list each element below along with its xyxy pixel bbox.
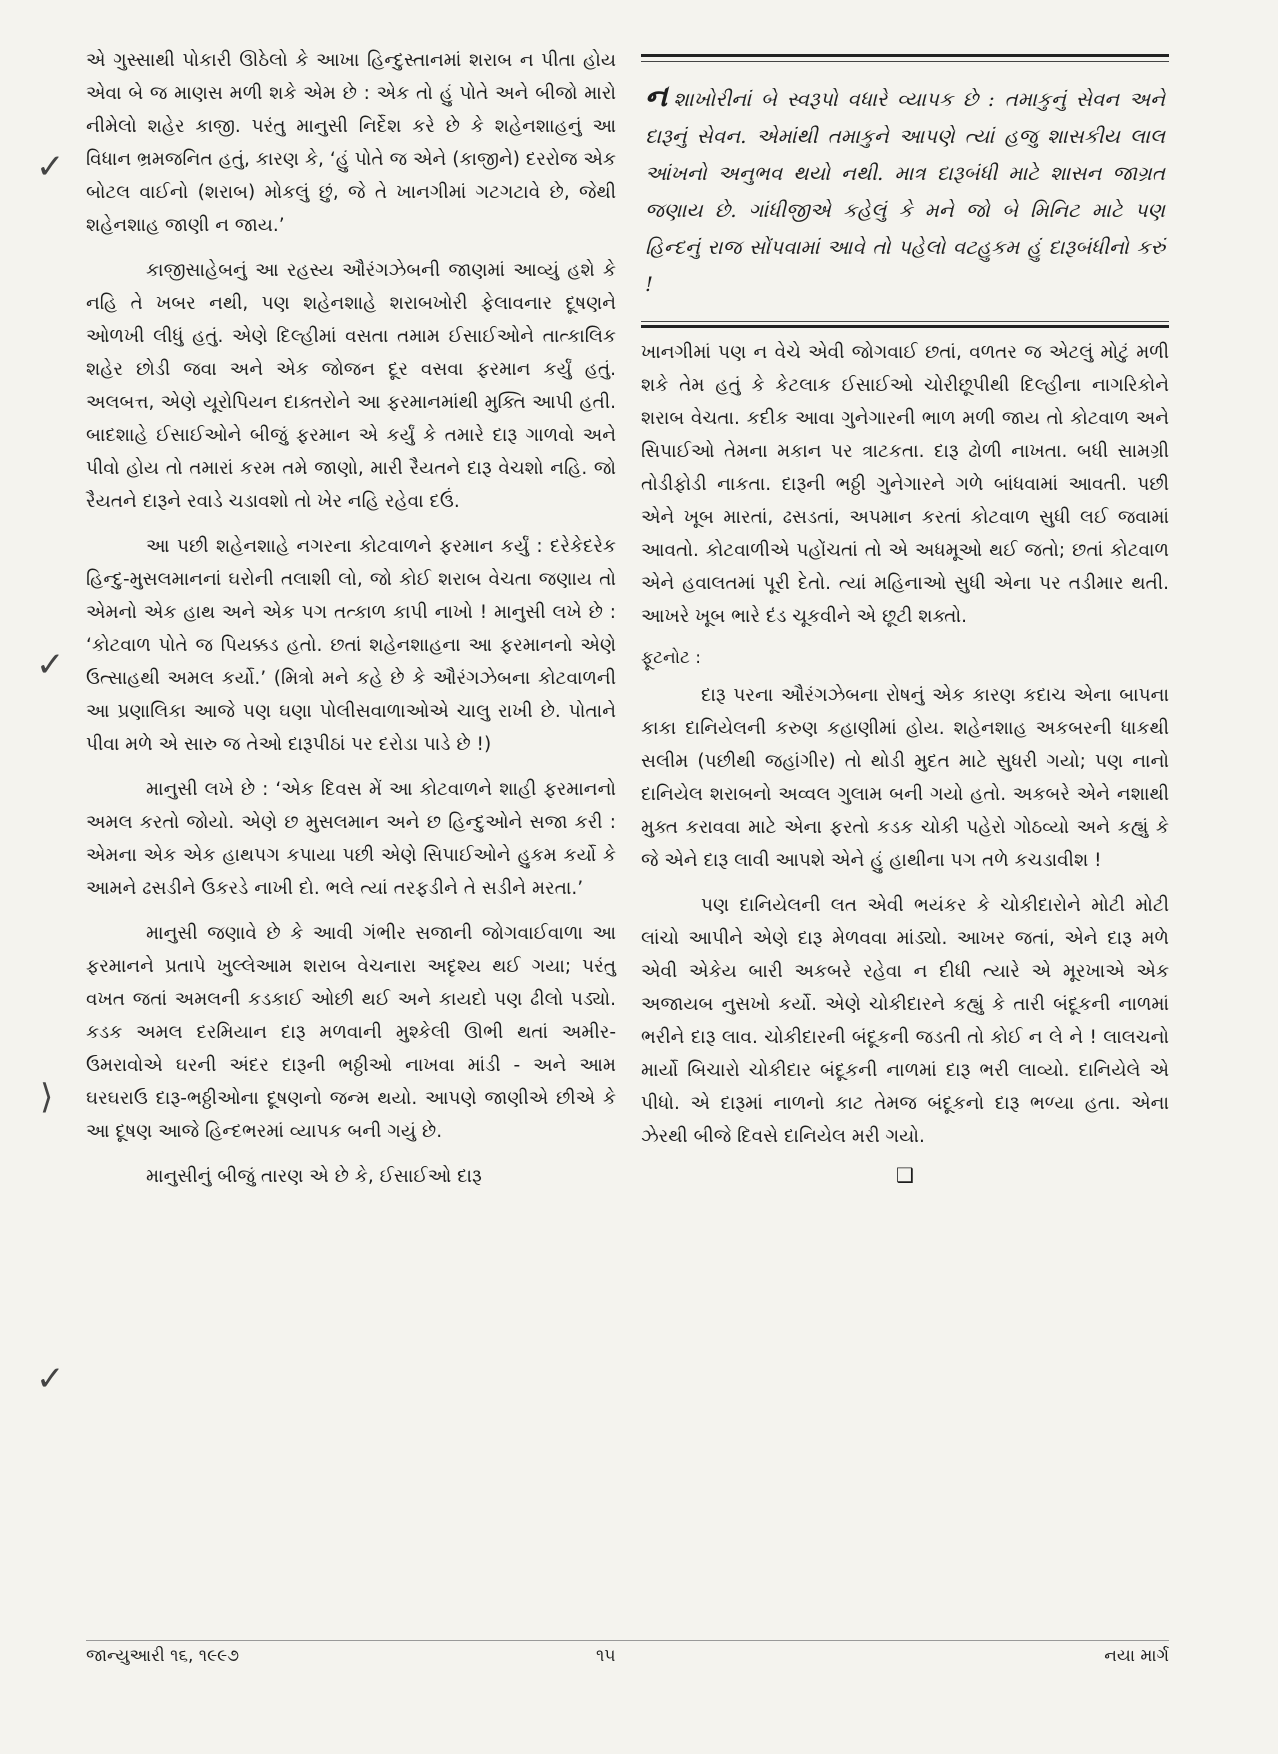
pull-quote-body: શાખોરીનાં બે સ્વરૂપો વધારે વ્યાપક છે : તમાકુનું સેવન અને દારૂનું સેવન. એમાંથી તમાકુને આપણે ત્યાં હજુ શાસકીય લાલ આંખનો અનુભવ થયો નથી. માત્ર દારૂબંધી માટે શાસન જાગ્રત જણાય છે. ગાંધીજીએ કહેલું કે મને જો બે મિનિટ માટે પણ હિન્દનું રાજ સોંપવામાં આવે તો પહેલો વટહુકમ હું દારૂબંધીનો કરું ! <box>645 87 1165 296</box>
footer-rule <box>86 1640 1169 1641</box>
body-paragraph: માનુસી જણાવે છે કે આવી ગંભીર સજાની જોગવાઈવાળા આ ફરમાનને પ્રતાપે ખુલ્લેઆમ શરાબ વેચનારા અદૃશ્ય થઈ ગયા; પરંતુ વખત જતાં અમલની કડકાઈ ઓછી થઈ અને કાયદો પણ ઢીલો પડ્યો. કડક અમલ દરમિયાન દારૂ મળવાની મુશ્કેલી ઊભી થતાં અમીર-ઉમરાવોએ ઘરની અંદર દારૂની ભઠ્ઠીઓ નાખવા માંડી - અને આમ ઘરઘરાઉ દારૂ-ભઠ્ઠીઓના દૂષણનો જન્મ થયો. આપણે જાણીએ છીએ કે આ દૂષણ આજે હિન્દભરમાં વ્યાપક બની ગયું છે. <box>86 923 616 1142</box>
pull-quote-bottom-rule-thin <box>641 321 1169 322</box>
left-column <box>86 44 616 1193</box>
body-paragraph: કાજીસાહેબનું આ રહસ્ય ઔરંગઝેબની જાણમાં આવ્યું હશે કે નહિ તે ખબર નથી, પણ શહેનશાહે શરાબખોરી ફેલાવનાર દૂષણને ઓળખી લીધું હતું. એણે દિલ્હીમાં વસતા તમામ ઈસાઈઓને તાત્કાલિક શહેર છોડી જવા અને એક જોજન દૂર વસવા ફરમાન કર્યું હતું. અલબત્ત, એણે યૂરોપિયન દાક્તરોને આ ફરમાનમાંથી મુક્તિ આપી હતી. બાદશાહે ઈસાઈઓને બીજું ફરમાન એ કર્યું કે તમારે દારૂ ગાળવો અને પીવો હોય તો તમારાં કરમ તમે જાણો, મારી રૈયતને દારૂ વેચશો નહિ. જો રૈયતને દારૂને રવાડે ચડાવશો તો ખેર નહિ રહેવા દઉં. <box>86 260 616 512</box>
magazine-name: નયા માર્ગ <box>1104 1646 1169 1666</box>
pull-quote-top-rule <box>641 54 1169 57</box>
margin-pen-mark: ✓ <box>36 645 65 685</box>
drop-cap: ન <box>645 79 668 114</box>
margin-pen-mark: ⟩ <box>40 1077 54 1117</box>
page-footer <box>86 1646 1169 1676</box>
end-of-article-mark: ❑ <box>896 1163 914 1187</box>
page-number: ૧૫ <box>596 1646 616 1666</box>
margin-pen-mark: ✓ <box>36 147 65 187</box>
body-paragraph: માનુસીનું બીજું તારણ એ છે કે, ઈસાઈઓ દારૂ <box>146 1166 482 1187</box>
body-paragraph: એ ગુસ્સાથી પોકારી ઊઠેલો કે આખા હિન્દુસ્તાનમાં શરાબ ન પીતા હોય એવા બે જ માણસ મળી શકે એમ છે : એક તો હું પોતે અને બીજો મારો નીમેલો શહેર કાજી. પરંતુ માનુસી નિર્દેશ કરે છે કે શહેનશાહનું આ વિધાન ભ્રમજનિત હતું, કારણ કે, ‘હું પોતે જ એને (કાજીને) દરરોજ એક બોટલ વાઈનો (શરાબ) મોકલું છું, જે તે ખાનગીમાં ગટગટાવે છે, જેથી શહેનશાહ જાણી ન જાય.’ <box>86 50 616 236</box>
footnote-label: ફૂટનોટ : <box>641 648 701 668</box>
body-paragraph: આ પછી શહેનશાહે નગરના કોટવાળને ફરમાન કર્યું : દરેકેદરેક હિન્દુ-મુસલમાનનાં ઘરોની તલાશી લો, જો કોઈ શરાબ વેચતા જણાય તો એમનો એક હાથ અને એક પગ તત્કાળ કાપી નાખો ! માનુસી લખે છે : ‘કોટવાળ પોતે જ પિયક્કડ હતો. છતાં શહેનશાહના આ ફરમાનનો એણે ઉત્સાહથી અમલ કર્યો.’ (મિત્રો મને કહે છે કે ઔરંગઝેબના કોટવાળની આ પ્રણાલિકા આજે પણ ઘણા પોલીસવાળાઓએ ચાલુ રાખી છે. પોતાને પીવા મળે એ સારુ જ તેઓ દારૂપીઠાં પર દરોડા પાડે છે !) <box>86 536 616 755</box>
body-paragraph: માનુસી લખે છે : ‘એક દિવસ મેં આ કોટવાળને શાહી ફરમાનનો અમલ કરતો જોયો. એણે છ મુસલમાન અને છ હિન્દુઓને સજા કરી : એમના એક એક હાથપગ કપાયા પછી એણે સિપાઈઓને હુકમ કર્યો કે આમને ઢસડીને ઉકરડે નાખી દો. ભલે ત્યાં તરફડીને તે સડીને મરતા.’ <box>86 779 616 899</box>
margin-pen-mark: ✓ <box>36 1359 65 1399</box>
pull-quote-bottom-rule <box>641 325 1169 328</box>
pull-quote-box <box>641 54 1169 328</box>
footer-date: જાન્યુઆરી ૧૬, ૧૯૯૭ <box>86 1646 240 1666</box>
footnote-paragraph: પણ દાનિયેલની લત એવી ભયંકર કે ચોકીદારોને મોટી મોટી લાંચો આપીને એણે દારૂ મેળવવા માંડ્યો. આખર જતાં, એને દારૂ મળે એવી એકેય બારી અકબરે રહેવા ન દીધી ત્યારે એ મૂરખાએ એક અજાયબ નુસખો કર્યો. એણે ચોકીદારને કહ્યું કે તારી બંદૂકની નાળમાં ભરીને દારૂ લાવ. ચોકીદારની બંદૂકની જડતી તો કોઈ ન લે ને ! લાલચનો માર્યો બિચારો ચોકીદાર બંદૂકની નાળમાં દારૂ ભરી લાવ્યો. દાનિયેલે એ પીધો. એ દારૂમાં નાળનો કાટ તેમજ બંદૂકનો દારૂ ભળ્યા હતા. એના ઝેરથી બીજે દિવસે દાનિયેલ મરી ગયો. <box>641 895 1169 1147</box>
body-paragraph: ખાનગીમાં પણ ન વેચે એવી જોગવાઈ છતાં, વળતર જ એટલું મોટું મળી શકે તેમ હતું કે કેટલાક ઈસાઈઓ ચોરીછૂપીથી દિલ્હીના નાગરિકોને શરાબ વેચતા. કદીક આવા ગુનેગારની ભાળ મળી જાય તો કોટવાળ અને સિપાઈઓ તેમના મકાન પર ત્રાટકતા. દારૂ ઢોળી નાખતા. બધી સામગ્રી તોડીફોડી નાકતા. દારૂની ભઠ્ઠી ગુનેગારને ગળે બાંધવામાં આવતી. પછી એને ખૂબ મારતાં, ઢસડતાં, અપમાન કરતાં કોટવાળ સુધી લઈ જવામાં આવતો. કોટવાળીએ પહોંચતાં તો એ અધમૂઓ થઈ જતો; છતાં કોટવાળ એને હવાલતમાં પૂરી દેતો. ત્યાં મહિનાઓ સુધી એના પર તડીમાર થતી. આખરે ખૂબ ભારે દંડ ચૂકવીને એ છૂટી શક્તો. <box>641 342 1169 627</box>
right-column <box>641 44 1169 1187</box>
pull-quote-text <box>641 62 1169 317</box>
footnote-paragraph: દારૂ પરના ઔરંગઝેબના રોષનું એક કારણ કદાચ એના બાપના કાકા દાનિયેલની કરુણ કહાણીમાં હોય. શહેનશાહ અકબરની ધાકથી સલીમ (પછીથી જહાંગીર) તો થોડી મુદત માટે સુધરી ગયો; પણ નાનો દાનિયેલ શરાબનો અવ્વલ ગુલામ બની ગયો હતો. અકબરે એને નશાથી મુક્ત કરાવવા માટે એના ફરતો કડક ચોકી પહેરો ગોઠવ્યો અને કહ્યું કે જે એને દારૂ લાવી આપશે એને હું હાથીના પગ તળે કચડાવીશ ! <box>641 685 1169 871</box>
